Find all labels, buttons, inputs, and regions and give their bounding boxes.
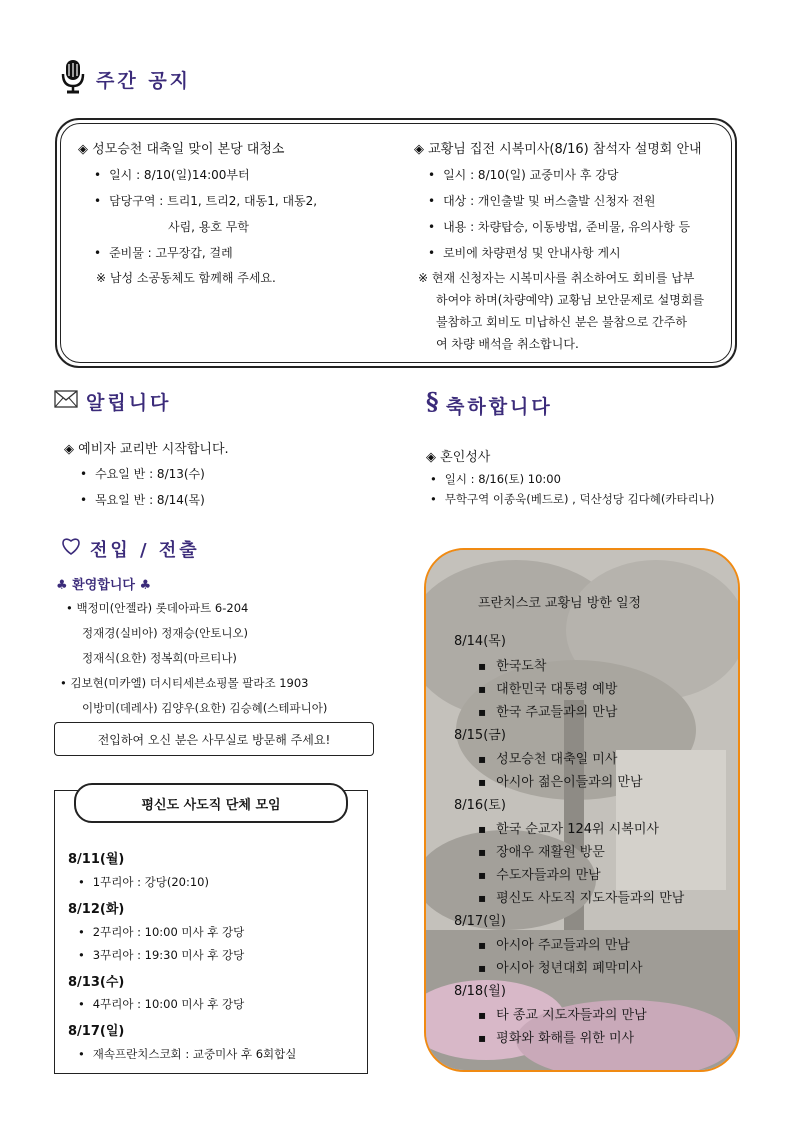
newcomer-line: 정재경(실비아) 정재승(안토니오)	[82, 626, 249, 640]
catechism-item: • 목요일 반 : 8/14(목)	[80, 491, 205, 508]
weekly-notice-title: 주간 공지	[96, 70, 192, 92]
meeting-item: • 재속프란치스코회 : 교중미사 후 6회합실	[78, 1046, 296, 1062]
meeting-item: • 1꾸리아 : 강당(20:10)	[78, 874, 209, 890]
cleanup-note: ※ 남성 소공동체도 함께해 주세요.	[96, 271, 276, 285]
visit-item: ▪ 장애우 재활원 방문	[478, 841, 605, 860]
lay-apostolate-title: 평신도 사도직 단체 모임	[141, 797, 281, 813]
briefing-note-line: 하여야 하며(차량예약) 교황님 보안문제로 설명회를	[436, 293, 705, 307]
cleanup-item: • 담당구역 : 트리1, 트리2, 대동1, 대동2,	[94, 192, 317, 209]
visit-item: ▪ 아시아 젊은이들과의 만남	[478, 771, 643, 790]
visit-item: ▪ 타 종교 지도자들과의 만남	[478, 1004, 647, 1023]
briefing-note-line: ※ 현재 신청자는 시복미사를 취소하여도 회비를 납부	[418, 271, 695, 285]
meeting-date: 8/11(월)	[68, 852, 125, 867]
cleanup-item: • 일시 : 8/10(일)14:00부터	[94, 166, 250, 183]
cleanup-item: 사림, 용호 무학	[168, 220, 249, 234]
meeting-date: 8/13(수)	[68, 975, 125, 990]
catechism-item: • 수요일 반 : 8/13(수)	[80, 465, 205, 482]
microphone-icon	[60, 60, 86, 94]
newcomer-line: 정재식(요한) 정복희(마르티나)	[82, 651, 237, 665]
visit-item: ▪ 아시아 청년대회 폐막미사	[478, 957, 643, 976]
visit-item: ▪ 평신도 사도직 지도자들과의 만남	[478, 887, 684, 906]
wedding-item: • 무학구역 이종욱(베드로) , 덕산성당 김다혜(카타리나)	[430, 491, 714, 507]
briefing-note-line: 여 차량 배석을 취소합니다.	[436, 337, 579, 351]
meeting-item: • 3꾸리아 : 19:30 미사 후 강당	[78, 947, 244, 963]
visit-date: 8/16(토)	[454, 798, 506, 813]
envelope-icon	[54, 390, 78, 412]
visit-office-note	[54, 722, 374, 756]
meeting-date: 8/17(일)	[68, 1024, 125, 1039]
briefing-heading: ◈ 교황님 집전 시복미사(8/16) 참석자 설명회 안내	[414, 142, 702, 157]
wedding-heading: ◈ 혼인성사	[426, 450, 491, 465]
notice-title: 알립니다	[86, 392, 172, 414]
visit-date: 8/14(목)	[454, 634, 506, 649]
visit-item: ▪ 평화와 화해를 위한 미사	[478, 1027, 634, 1046]
briefing-item: • 일시 : 8/10(일) 교중미사 후 강당	[428, 166, 618, 183]
cleanup-item: • 준비물 : 고무장갑, 걸레	[94, 244, 233, 261]
meeting-date: 8/12(화)	[68, 902, 125, 917]
section-sign-icon: §	[426, 387, 439, 416]
meeting-item: • 2꾸리아 : 10:00 미사 후 강당	[78, 924, 244, 940]
visit-item: ▪ 한국 주교들과의 만남	[478, 701, 617, 720]
transfer-title: 전입 / 전출	[90, 540, 200, 561]
visit-item: ▪ 수도자들과의 만남	[478, 864, 601, 883]
catechism-heading: ◈ 예비자 교리반 시작합니다.	[64, 442, 229, 457]
briefing-item: • 대상 : 개인출발 및 버스출발 신청자 전원	[428, 192, 655, 209]
visit-date: 8/15(금)	[454, 728, 506, 743]
congrats-title: 축하합니다	[446, 396, 553, 418]
visit-date: 8/17(일)	[454, 914, 506, 929]
briefing-item: • 내용 : 차량탑승, 이동방법, 준비물, 유의사항 등	[428, 218, 690, 235]
wedding-item: • 일시 : 8/16(토) 10:00	[430, 471, 561, 487]
visit-item: ▪ 성모승천 대축일 미사	[478, 748, 617, 767]
heart-icon	[60, 536, 82, 560]
papal-visit-title: 프란치스코 교황님 방한 일정	[478, 596, 642, 611]
newcomer-line: 이방미(데레사) 김양우(요한) 김승혜(스테파니아)	[82, 701, 328, 715]
visit-date: 8/18(월)	[454, 984, 506, 999]
briefing-item: • 로비에 차량편성 및 안내사항 게시	[428, 244, 621, 261]
cleanup-heading: ◈ 성모승천 대축일 맞이 본당 대청소	[78, 142, 285, 157]
briefing-note-line: 불참하고 회비도 미납하신 분은 불참으로 간주하	[436, 315, 687, 329]
visit-item: ▪ 한국 순교자 124위 시복미사	[478, 818, 659, 837]
visit-item: ▪ 한국도착	[478, 655, 546, 674]
newcomer-line: • 김보현(미카엘) 더시티세븐쇼핑몰 팔라조 1903	[60, 676, 309, 690]
lay-apostolate-title-box	[74, 783, 348, 823]
visit-item: ▪ 아시아 주교들과의 만남	[478, 934, 630, 953]
meeting-item: • 4꾸리아 : 10:00 미사 후 강당	[78, 996, 244, 1012]
visit-office-note-text: 전입하여 오신 분은 사무실로 방문해 주세요!	[97, 732, 331, 747]
welcome-heading: ♣ 환영합니다 ♣	[56, 578, 152, 593]
visit-item: ▪ 대한민국 대통령 예방	[478, 678, 617, 697]
newcomer-line: • 백정미(안젤라) 롯데아파트 6-204	[66, 601, 249, 615]
